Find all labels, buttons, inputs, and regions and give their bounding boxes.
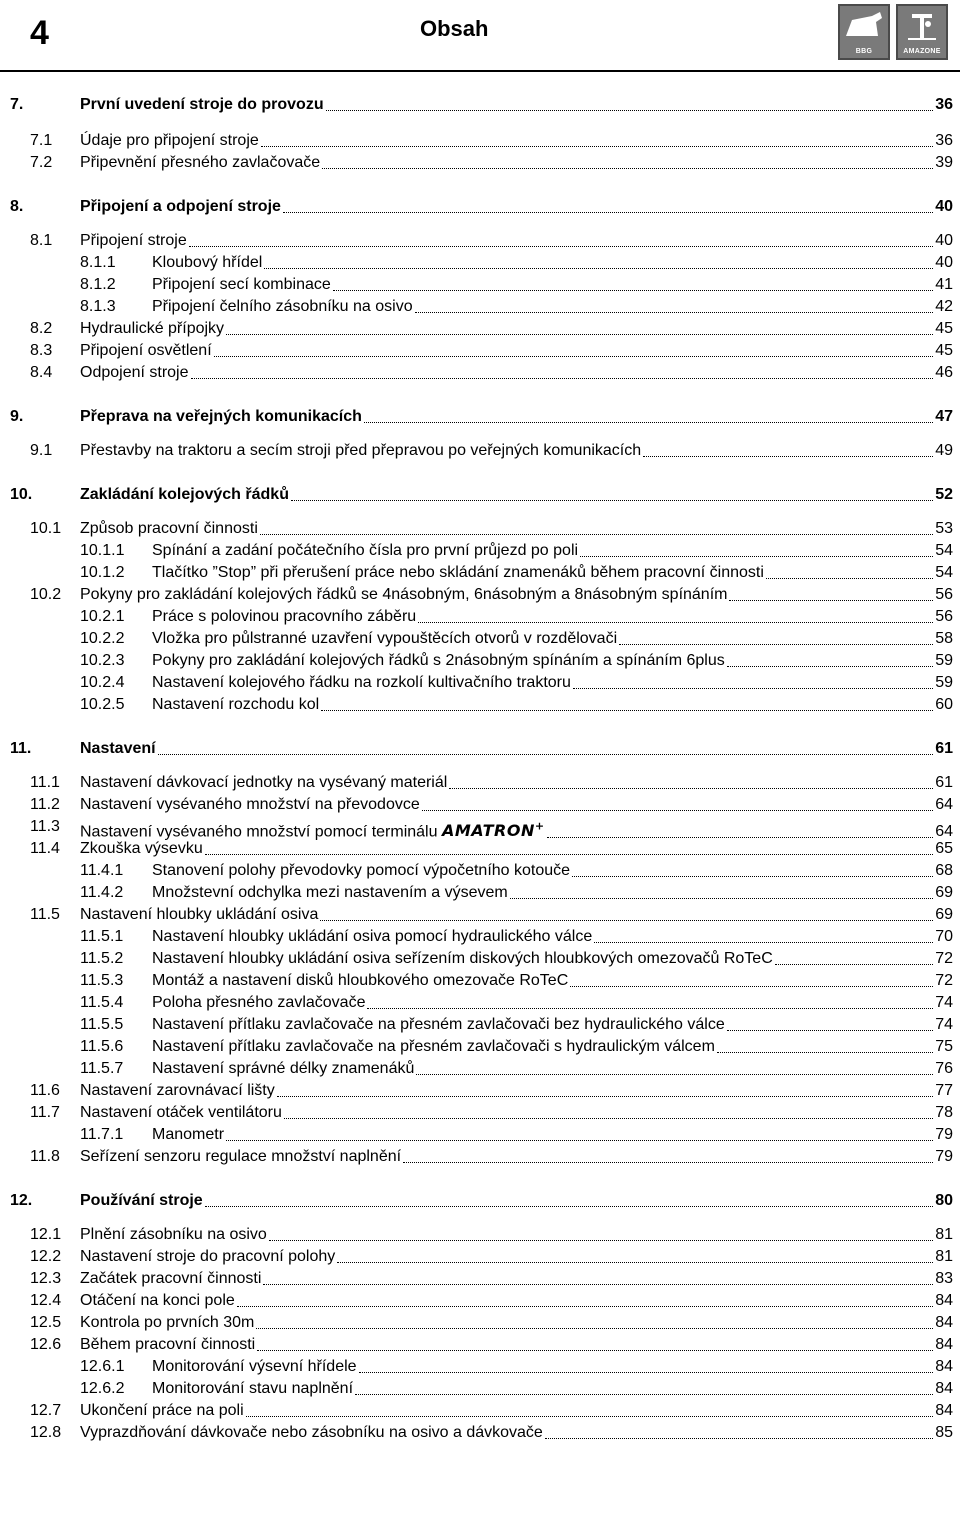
toc-entry-number: 8.2 [30,320,53,337]
toc-leader-dots [205,854,933,855]
toc-leader-dots [717,1052,933,1053]
toc-entry[interactable] [0,518,960,540]
toc-entry-page: 76 [935,1060,953,1077]
toc-leader-dots [260,534,933,535]
toc-leader-dots [359,1372,934,1373]
toc-entry-title: Nastavení hloubky ukládání osiva pomocí hydraulického válce [152,928,593,945]
toc-entry-page: 77 [935,1082,953,1099]
toc-leader-dots [594,942,933,943]
toc-entry-number: 8.3 [30,342,53,359]
toc-entry-number: 10.2.1 [80,608,125,625]
toc-leader-dots [226,1140,933,1141]
toc-entry[interactable] [0,196,960,218]
toc-entry-number: 11.7.1 [80,1126,124,1143]
toc-entry-number: 12.6.2 [80,1380,125,1397]
toc-entry[interactable] [0,1356,960,1378]
toc-entry-title: Nastavení rozchodu kol [152,696,320,713]
toc-leader-dots [321,710,933,711]
toc-leader-dots [237,1306,933,1307]
toc-entry-page: 45 [935,342,953,359]
toc-entry-title: Montáž a nastavení disků hloubkového omezovače RoTeC [152,972,569,989]
toc-entry-number: 7. [10,96,24,113]
toc-entry-number: 11.5.2 [80,950,124,967]
toc-leader-dots [326,110,934,111]
toc-entry-number: 9. [10,408,24,425]
toc-entry-page: 84 [935,1336,953,1353]
toc-leader-dots [510,898,934,899]
toc-leader-dots [263,1284,933,1285]
toc-entry-page: 59 [935,652,953,669]
toc-entry-title: Nastavení stroje do pracovní polohy [80,1248,336,1265]
toc-leader-dots [226,334,933,335]
toc-entry-title: Zakládání kolejových řádků [80,486,289,503]
toc-leader-dots [264,268,933,269]
toc-entry-number: 8.1 [30,232,53,249]
toc-leader-dots [355,1394,933,1395]
toc-entry-page: 53 [935,520,953,537]
toc-entry-title: První uvedení stroje do provozu [80,96,324,113]
toc-entry-title: Práce s polovinou pracovního záběru [152,608,417,625]
toc-entry-number: 12.7 [30,1402,62,1419]
toc-entry-number: 12.4 [30,1292,62,1309]
toc-entry-number: 8.1.2 [80,276,116,293]
page-title: Obsah [420,16,489,41]
toc-leader-dots [418,622,933,623]
toc-leader-dots [257,1350,933,1351]
toc-entry-page: 36 [935,132,953,149]
toc-entry[interactable] [0,1124,960,1146]
toc-entry-page: 81 [935,1226,953,1243]
toc-entry-title: Vložka pro půlstranné uzavření vypouštěcích otvorů v rozdělovači [152,630,618,647]
toc-leader-dots [283,212,933,213]
toc-entry[interactable] [0,904,960,926]
bbg-logo [838,4,890,60]
toc-entry[interactable] [0,318,960,340]
amazone-logo [896,4,948,60]
toc-entry-number: 10.2 [30,586,62,603]
toc-entry-number: 12. [10,1192,33,1209]
toc-leader-dots [766,578,933,579]
toc-leader-dots [269,1240,933,1241]
toc-entry-title: Připojení secí kombinace [152,276,331,293]
toc-entry[interactable] [0,606,960,628]
toc-entry-page: 84 [935,1402,953,1419]
toc-entry[interactable] [0,440,960,462]
toc-entry-number: 12.5 [30,1314,62,1331]
toc-entry-number: 11.4 [30,840,60,857]
toc-entry[interactable] [0,340,960,362]
toc-entry-number: 11.5.1 [80,928,124,945]
toc-entry-title: Nastavení přítlaku zavlačovače na přesném zavlačovači bez hydraulického válce [152,1016,725,1033]
toc-entry[interactable] [0,1400,960,1422]
toc-entry-page: 83 [935,1270,953,1287]
toc-entry-page: 84 [935,1314,953,1331]
toc-leader-dots [727,1030,933,1031]
toc-entry[interactable] [0,1224,960,1246]
toc-entry[interactable] [0,1290,960,1312]
toc-entry-title: Množstevní odchylka mezi nastavením a výsevem [152,884,508,901]
toc-entry-page: 84 [935,1358,953,1375]
toc-entry-page: 68 [935,862,953,879]
toc-entry[interactable] [0,1334,960,1356]
toc-entry[interactable] [0,1014,960,1036]
toc-entry-title: Připevnění přesného zavlačovače [80,154,321,171]
toc-entry-page: 70 [935,928,953,945]
toc-entry-title: Hydraulické přípojky [80,320,225,337]
toc-entry-page: 78 [935,1104,953,1121]
toc-entry[interactable] [0,230,960,252]
toc-entry-page: 56 [935,586,953,603]
toc-entry-number: 12.3 [30,1270,62,1287]
toc-entry[interactable] [0,1102,960,1124]
toc-entry-title: Nastavení hloubky ukládání osiva [80,906,319,923]
toc-entry-number: 10.2.3 [80,652,125,669]
toc-leader-dots [205,1206,934,1207]
toc-leader-dots [727,666,933,667]
toc-entry[interactable] [0,484,960,506]
toc-leader-dots [261,146,933,147]
toc-entry-title: Připojení osvětlení [80,342,212,359]
toc-entry-page: 54 [935,542,953,559]
amatron-brand: AMATRON [441,821,535,841]
toc-leader-dots [416,1074,933,1075]
toc-entry[interactable] [0,860,960,882]
toc-entry-page: 59 [935,674,953,691]
toc-entry[interactable] [0,296,960,318]
toc-leader-dots [449,788,933,789]
toc-entry-page: 79 [935,1148,953,1165]
toc-entry-title: Pokyny pro zakládání kolejových řádků s 2násobným spínáním a spínáním 6plus [152,652,725,669]
toc-entry-title: Poloha přesného zavlačovače [152,994,366,1011]
toc-entry-number: 9.1 [30,442,53,459]
toc-entry-title: Monitorování stavu naplnění [152,1380,354,1397]
toc-entry-number: 12.6.1 [80,1358,125,1375]
toc-leader-dots [367,1008,933,1009]
toc-entry-page: 72 [935,972,953,989]
toc-entry-title: Nastavení vysévaného množství na převodovce [80,796,420,813]
toc-entry[interactable] [0,1422,960,1444]
toc-entry-title: Nastavení zarovnávací lišty [80,1082,275,1099]
toc-entry-number: 8.4 [30,364,53,381]
toc-entry-title: Otáčení na konci pole [80,1292,235,1309]
toc-entry-page: 46 [935,364,953,381]
toc-entry-page: 72 [935,950,953,967]
toc-entry-title: Seřízení senzoru regulace množství naplnění [80,1148,402,1165]
toc-leader-dots [573,688,933,689]
toc-entry-page: 45 [935,320,953,337]
toc-entry[interactable] [0,948,960,970]
toc-leader-dots [291,500,933,501]
toc-entry-title: Nastavení hloubky ukládání osiva seřízením diskových hloubkových omezovačů RoTeC [152,950,773,967]
toc-entry-number: 10.1 [30,520,62,537]
toc-leader-dots [214,356,934,357]
toc-leader-dots [619,644,933,645]
toc-entry-page: 74 [935,1016,953,1033]
toc-entry-title: Zkouška výsevku [80,840,203,857]
toc-entry-number: 10.2.5 [80,696,125,713]
toc-entry-title: Údaje pro připojení stroje [80,132,259,149]
toc-entry[interactable] [0,738,960,760]
toc-entry-number: 11.5.3 [80,972,124,989]
toc-leader-dots [729,600,933,601]
toc-entry-number: 11.5 [30,906,60,923]
toc-entry-number: 11.5.7 [80,1060,124,1077]
toc-entry-title: Přestavby na traktoru a secím stroji před přepravou po veřejných komunikacích [80,442,642,459]
toc-leader-dots [189,246,933,247]
toc-entry-number: 11.5.6 [80,1038,124,1055]
toc-entry-number: 10. [10,486,33,503]
toc-entry[interactable] [0,1058,960,1080]
toc-entry[interactable] [0,274,960,296]
toc-entry[interactable] [0,362,960,384]
toc-entry[interactable] [0,628,960,650]
toc-leader-dots [337,1262,933,1263]
toc-entry-number: 11.5.4 [80,994,124,1011]
toc-entry-title: Připojení stroje [80,232,187,249]
toc-leader-dots [415,312,934,313]
toc-entry-number: 10.2.4 [80,674,125,691]
toc-entry-number: 11.4.2 [80,884,124,901]
toc-entry[interactable] [0,1312,960,1334]
toc-entry[interactable] [0,970,960,992]
toc-entry-page: 54 [935,564,953,581]
amazone-logo-text: AMAZONE [903,48,941,55]
toc-entry-page: 84 [935,1292,953,1309]
toc-leader-dots [422,810,933,811]
toc-entry-number: 10.1.2 [80,564,125,581]
bbg-logo-text: BBG [855,48,873,55]
toc-entry[interactable] [0,926,960,948]
toc-entry-number: 11.4.1 [80,862,124,879]
toc-entry-page: 75 [935,1038,953,1055]
toc-entry-page: 79 [935,1126,953,1143]
toc-entry-title: Nastavení [80,740,156,757]
toc-entry-number: 11.8 [30,1148,60,1165]
toc-entry-title: Manometr [152,1126,225,1143]
toc-entry-page: 52 [935,486,953,503]
toc-entry-title: Nastavení správné délky znamenáků [152,1060,415,1077]
toc-entry[interactable] [0,772,960,794]
toc-entry-page: 47 [935,408,953,425]
toc-leader-dots [570,986,933,987]
toc-entry-page: 64 [935,823,953,841]
toc-entry-page: 39 [935,154,953,171]
amatron-brand-sup: + [534,820,545,833]
toc-entry-title: Plnění zásobníku na osivo [80,1226,267,1243]
toc-entry-title: Připojení a odpojení stroje [80,198,281,215]
toc-entry-title: Nastavení vysévaného množství pomocí terminálu AMATRON+ [80,820,545,841]
toc-entry[interactable] [0,1378,960,1400]
toc-entry-page: 40 [935,232,953,249]
toc-entry-page: 84 [935,1380,953,1397]
toc-entry-title: Monitorování výsevní hřídele [152,1358,357,1375]
toc-entry-number: 10.2.2 [80,630,125,647]
toc-entry-number: 8.1.3 [80,298,116,315]
toc-entry-page: 80 [935,1192,953,1209]
toc-entry-number: 12.1 [30,1226,62,1243]
toc-entry-page: 49 [935,442,953,459]
toc-entry-title: Během pracovní činnosti [80,1336,256,1353]
toc-entry[interactable] [0,650,960,672]
toc-entry-page: 56 [935,608,953,625]
toc-entry-title: Nastavení kolejového řádku na rozkolí kultivačního traktoru [152,674,571,691]
toc-entry[interactable] [0,672,960,694]
toc-entry-title: Nastavení otáček ventilátoru [80,1104,282,1121]
toc-entry[interactable] [0,838,960,860]
toc-leader-dots [775,964,933,965]
toc-entry-page: 41 [935,276,953,293]
toc-entry-title: Kontrola po prvních 30m [80,1314,255,1331]
toc-leader-dots [545,1438,933,1439]
toc-leader-dots [403,1162,933,1163]
toc-entry-title: Kloubový hřídel [152,254,263,271]
toc-leader-dots [158,754,934,755]
toc-entry[interactable] [0,1268,960,1290]
toc-entry-number: 11. [10,740,32,757]
toc-entry[interactable] [0,882,960,904]
toc-leader-dots [572,876,933,877]
toc-entry-title: Stanovení polohy převodovky pomocí výpočetního kotouče [152,862,571,879]
toc-entry-title: Vyprazdňování dávkovače nebo zásobníku na osivo a dávkovače [80,1424,543,1441]
toc-entry-page: 85 [935,1424,953,1441]
toc-entry-number: 11.1 [30,774,60,791]
toc-entry-number: 7.2 [30,154,53,171]
toc-leader-dots [320,920,933,921]
toc-entry[interactable] [0,1146,960,1168]
toc-entry-page: 60 [935,696,953,713]
toc-entry-number: 8.1.1 [80,254,116,271]
toc-entry[interactable] [0,992,960,1014]
toc-entry[interactable] [0,252,960,274]
toc-entry-number: 12.2 [30,1248,62,1265]
toc-leader-dots [322,168,933,169]
toc-entry-title: Nastavení přítlaku zavlačovače na přesném zavlačovači s hydraulickým válcem [152,1038,715,1055]
toc-leader-dots [277,1096,933,1097]
toc-entry[interactable] [0,1246,960,1268]
toc-entry-number: 11.2 [30,796,60,813]
toc-entry-page: 42 [935,298,953,315]
toc-entry-page: 69 [935,906,953,923]
toc-entry-page: 61 [935,774,953,791]
toc-entry[interactable] [0,694,960,716]
toc-entry-page: 74 [935,994,953,1011]
amazone-figure-icon [898,6,946,46]
toc-entry-title: Přeprava na veřejných komunikacích [80,408,362,425]
toc-leader-dots [246,1416,934,1417]
toc-leader-dots [256,1328,933,1329]
toc-entry[interactable] [0,540,960,562]
toc-entry-title: Tlačítko ”Stop” při přerušení práce nebo skládání znamenáků během pracovní činnosti [152,564,764,581]
toc-entry-title: Nastavení dávkovací jednotky na vysévaný materiál [80,774,448,791]
header-divider [0,70,960,72]
toc-entry[interactable] [0,1036,960,1058]
toc-entry[interactable] [0,1080,960,1102]
toc-entry-page: 81 [935,1248,953,1265]
toc-entry[interactable] [0,794,960,816]
toc-entry-title: Začátek pracovní činnosti [80,1270,262,1287]
toc-entry-number: 12.8 [30,1424,62,1441]
toc-entry-title: Připojení čelního zásobníku na osivo [152,298,413,315]
toc-entry-title: Spínání a zadání počátečního čísla pro první průjezd po poli [152,542,579,559]
toc-leader-dots [643,456,933,457]
toc-leader-dots [364,422,933,423]
toc-entry-number: 10.1.1 [80,542,125,559]
toc-entry-title: Používání stroje [80,1192,203,1209]
toc-entry-number: 12.6 [30,1336,62,1353]
bbg-machine-icon [840,6,888,46]
toc-entry[interactable] [0,584,960,606]
toc-entry-page: 61 [935,740,953,757]
page-header [0,0,960,82]
toc-entry[interactable] [0,152,960,174]
toc-entry-page: 64 [935,796,953,813]
toc-entry-page: 36 [935,96,953,113]
toc-entry[interactable] [0,1190,960,1212]
toc-entry-title: Způsob pracovní činnosti [80,520,258,537]
toc-entry-page: 40 [935,254,953,271]
toc-entry-number: 11.5.5 [80,1016,124,1033]
toc-entry-title: Pokyny pro zakládání kolejových řádků se 4násobným, 6násobným a 8násobným spínáním [80,586,728,603]
toc-entry[interactable] [0,406,960,428]
toc-leader-dots [580,556,933,557]
toc-entry[interactable] [0,562,960,584]
toc-entry[interactable] [0,94,960,116]
toc-entry-number: 7.1 [30,132,53,149]
toc-entry-title: Ukončení práce na poli [80,1402,244,1419]
toc-leader-dots [284,1118,933,1119]
toc-entry-page: 58 [935,630,953,647]
toc-entry-number: 11.7 [30,1104,60,1121]
toc-entry[interactable] [0,816,960,841]
toc-entry-page: 69 [935,884,953,901]
toc-entry-number: 11.6 [30,1082,60,1099]
toc-entry-page: 65 [935,840,953,857]
toc-entry[interactable] [0,130,960,152]
toc-entry-title: Odpojení stroje [80,364,189,381]
page-number: 4 [30,14,49,52]
toc-entry-number: 8. [10,198,24,215]
toc-leader-dots [333,290,933,291]
toc-entry-page: 40 [935,198,953,215]
toc-leader-dots [191,378,934,379]
toc-entry-number: 11.3 [30,818,60,835]
